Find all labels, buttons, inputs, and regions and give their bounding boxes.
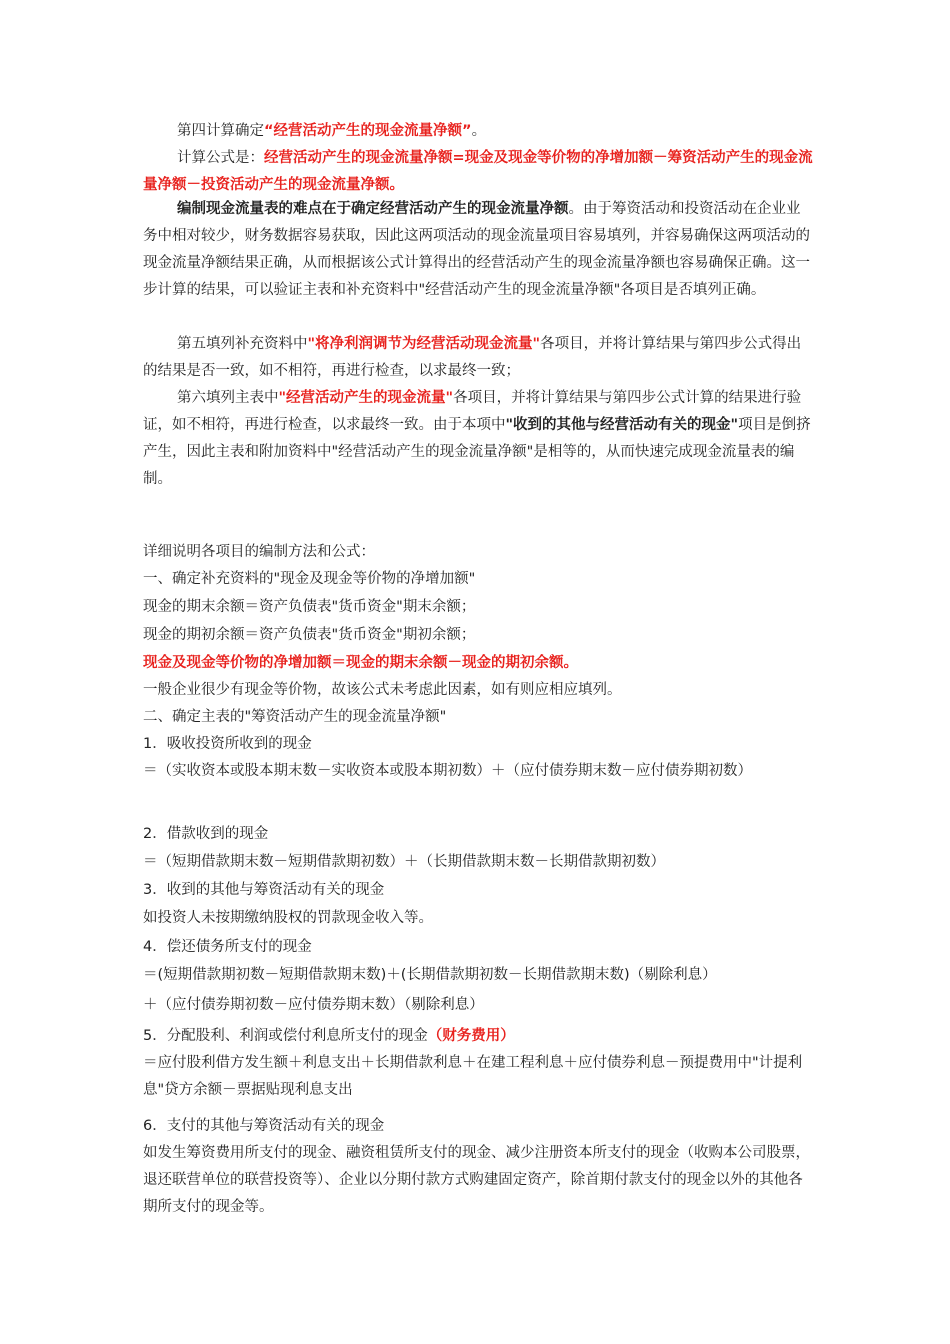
item3-title: 3．收到的其他与筹资活动有关的现金	[143, 882, 385, 898]
item4-formula-cont: ＋（应付债券期初数－应付债券期末数）（剔除利息）	[143, 997, 484, 1013]
step4-heading	[143, 118, 813, 145]
section1-formula: 现金及现金等价物的净增加额＝现金的期末余额－现金的期初余额。	[143, 655, 578, 671]
step4-formula	[143, 145, 813, 199]
item5-formula: ＝应付股利借方发生额＋利息支出＋长期借款利息＋在建工程利息＋应付债券利息－预提费用中"计提利息"贷方余额－票据贴现利息支出	[143, 1055, 803, 1098]
detail-intro: 详细说明各项目的编制方法和公式：	[143, 544, 375, 560]
section1-line1: 现金的期末余额＝资产负债表"货币资金"期末余额；	[143, 599, 476, 615]
text: 各项目，并将计算结果与第四步公式得出的结果是否一致，如不相符，再进行检查，以求最终一致；	[143, 336, 802, 379]
bold-text: "收到的其他与经营活动有关的现金"	[505, 417, 739, 433]
text: 计算公式是：	[177, 150, 264, 166]
section1-title: 一、确定补充资料的"现金及现金等价物的净增加额"	[143, 571, 476, 587]
text: 项目是倒挤产生，因此主表和附加资料中"经营活动产生的现金流量净额"是相等的，从而快速完成现金流量表的编制。	[143, 417, 811, 487]
step6-paragraph	[143, 385, 813, 493]
highlight-text: 经营活动产生的现金流量净额=现金及现金等价物的净增加额－筹资活动产生的现金流量净额－投资活动产生的现金流量净额。	[143, 150, 813, 193]
highlight-text: "将净利润调节为经营活动现金流量"	[307, 336, 541, 352]
step4-explanation	[143, 196, 813, 304]
text: 第六填列主表中	[177, 390, 279, 406]
text: 。由于筹资活动和投资活动在企业业务中相对较少，财务数据容易获取，因此这两项活动的现金流量项目容易填列，并容易确保这两项活动的现金流量净额结果正确，从而根据该公式计算得出的经营活动产生的现金流量净额也容易确保正确。这一步计算的结果，可以验证主表和补充资料中"经营活动产生的现金流量净额"各项目是否填列正确。	[143, 201, 810, 298]
text: 5．分配股利、利润或偿付利息所支付的现金	[143, 1028, 428, 1044]
item5-title	[143, 1024, 515, 1045]
item3-text: 如投资人未按期缴纳股权的罚款现金收入等。	[143, 910, 433, 926]
highlight-text: （财务费用）	[427, 1028, 515, 1044]
text: 。	[471, 123, 487, 139]
section1-note: 一般企业很少有现金等价物，故该公式未考虑此因素，如有则应相应填列。	[143, 682, 622, 698]
item6-text: 如发生筹资费用所支付的现金、融资租赁所支付的现金、减少注册资本所支付的现金（收购本公司股票，退还联营单位的联营投资等）、企业以分期付款方式购建固定资产，除首期付款支付的现金以外的其他各期所支付的现金等。	[143, 1145, 810, 1215]
highlight-text: “经营活动产生的现金流量净额”	[264, 123, 472, 139]
item4-title: 4．偿还债务所支付的现金	[143, 939, 312, 955]
item1-formula: ＝（实收资本或股本期末数－实收资本或股本期初数）＋（应付债券期末数－应付债券期初数）	[143, 763, 752, 779]
bold-text: 编制现金流量表的难点在于确定经营活动产生的现金流量净额	[177, 201, 569, 217]
text: 各项目，并将计算结果与第四步公式计算的结果进行验证，如不相符，再进行检查，以求最终一致。由于本项中	[143, 390, 802, 433]
item4-formula: ＝(短期借款期初数－短期借款期末数)＋(长期借款期初数－长期借款期末数)（剔除利息）	[143, 967, 717, 983]
item6-title: 6．支付的其他与筹资活动有关的现金	[143, 1118, 385, 1134]
item2-formula: ＝（短期借款期末数－短期借款期初数）＋（长期借款期末数－长期借款期初数）	[143, 854, 665, 870]
highlight-text: "经营活动产生的现金流量"	[278, 390, 454, 406]
item2-title: 2．借款收到的现金	[143, 826, 269, 842]
item1-title: 1．吸收投资所收到的现金	[143, 736, 312, 752]
section1-line2: 现金的期初余额＝资产负债表"货币资金"期初余额；	[143, 627, 476, 643]
section2-title: 二、确定主表的"筹资活动产生的现金流量净额"	[143, 709, 447, 725]
text: 第四计算确定	[177, 123, 264, 139]
text: 第五填列补充资料中	[177, 336, 308, 352]
step5-paragraph	[143, 331, 813, 385]
